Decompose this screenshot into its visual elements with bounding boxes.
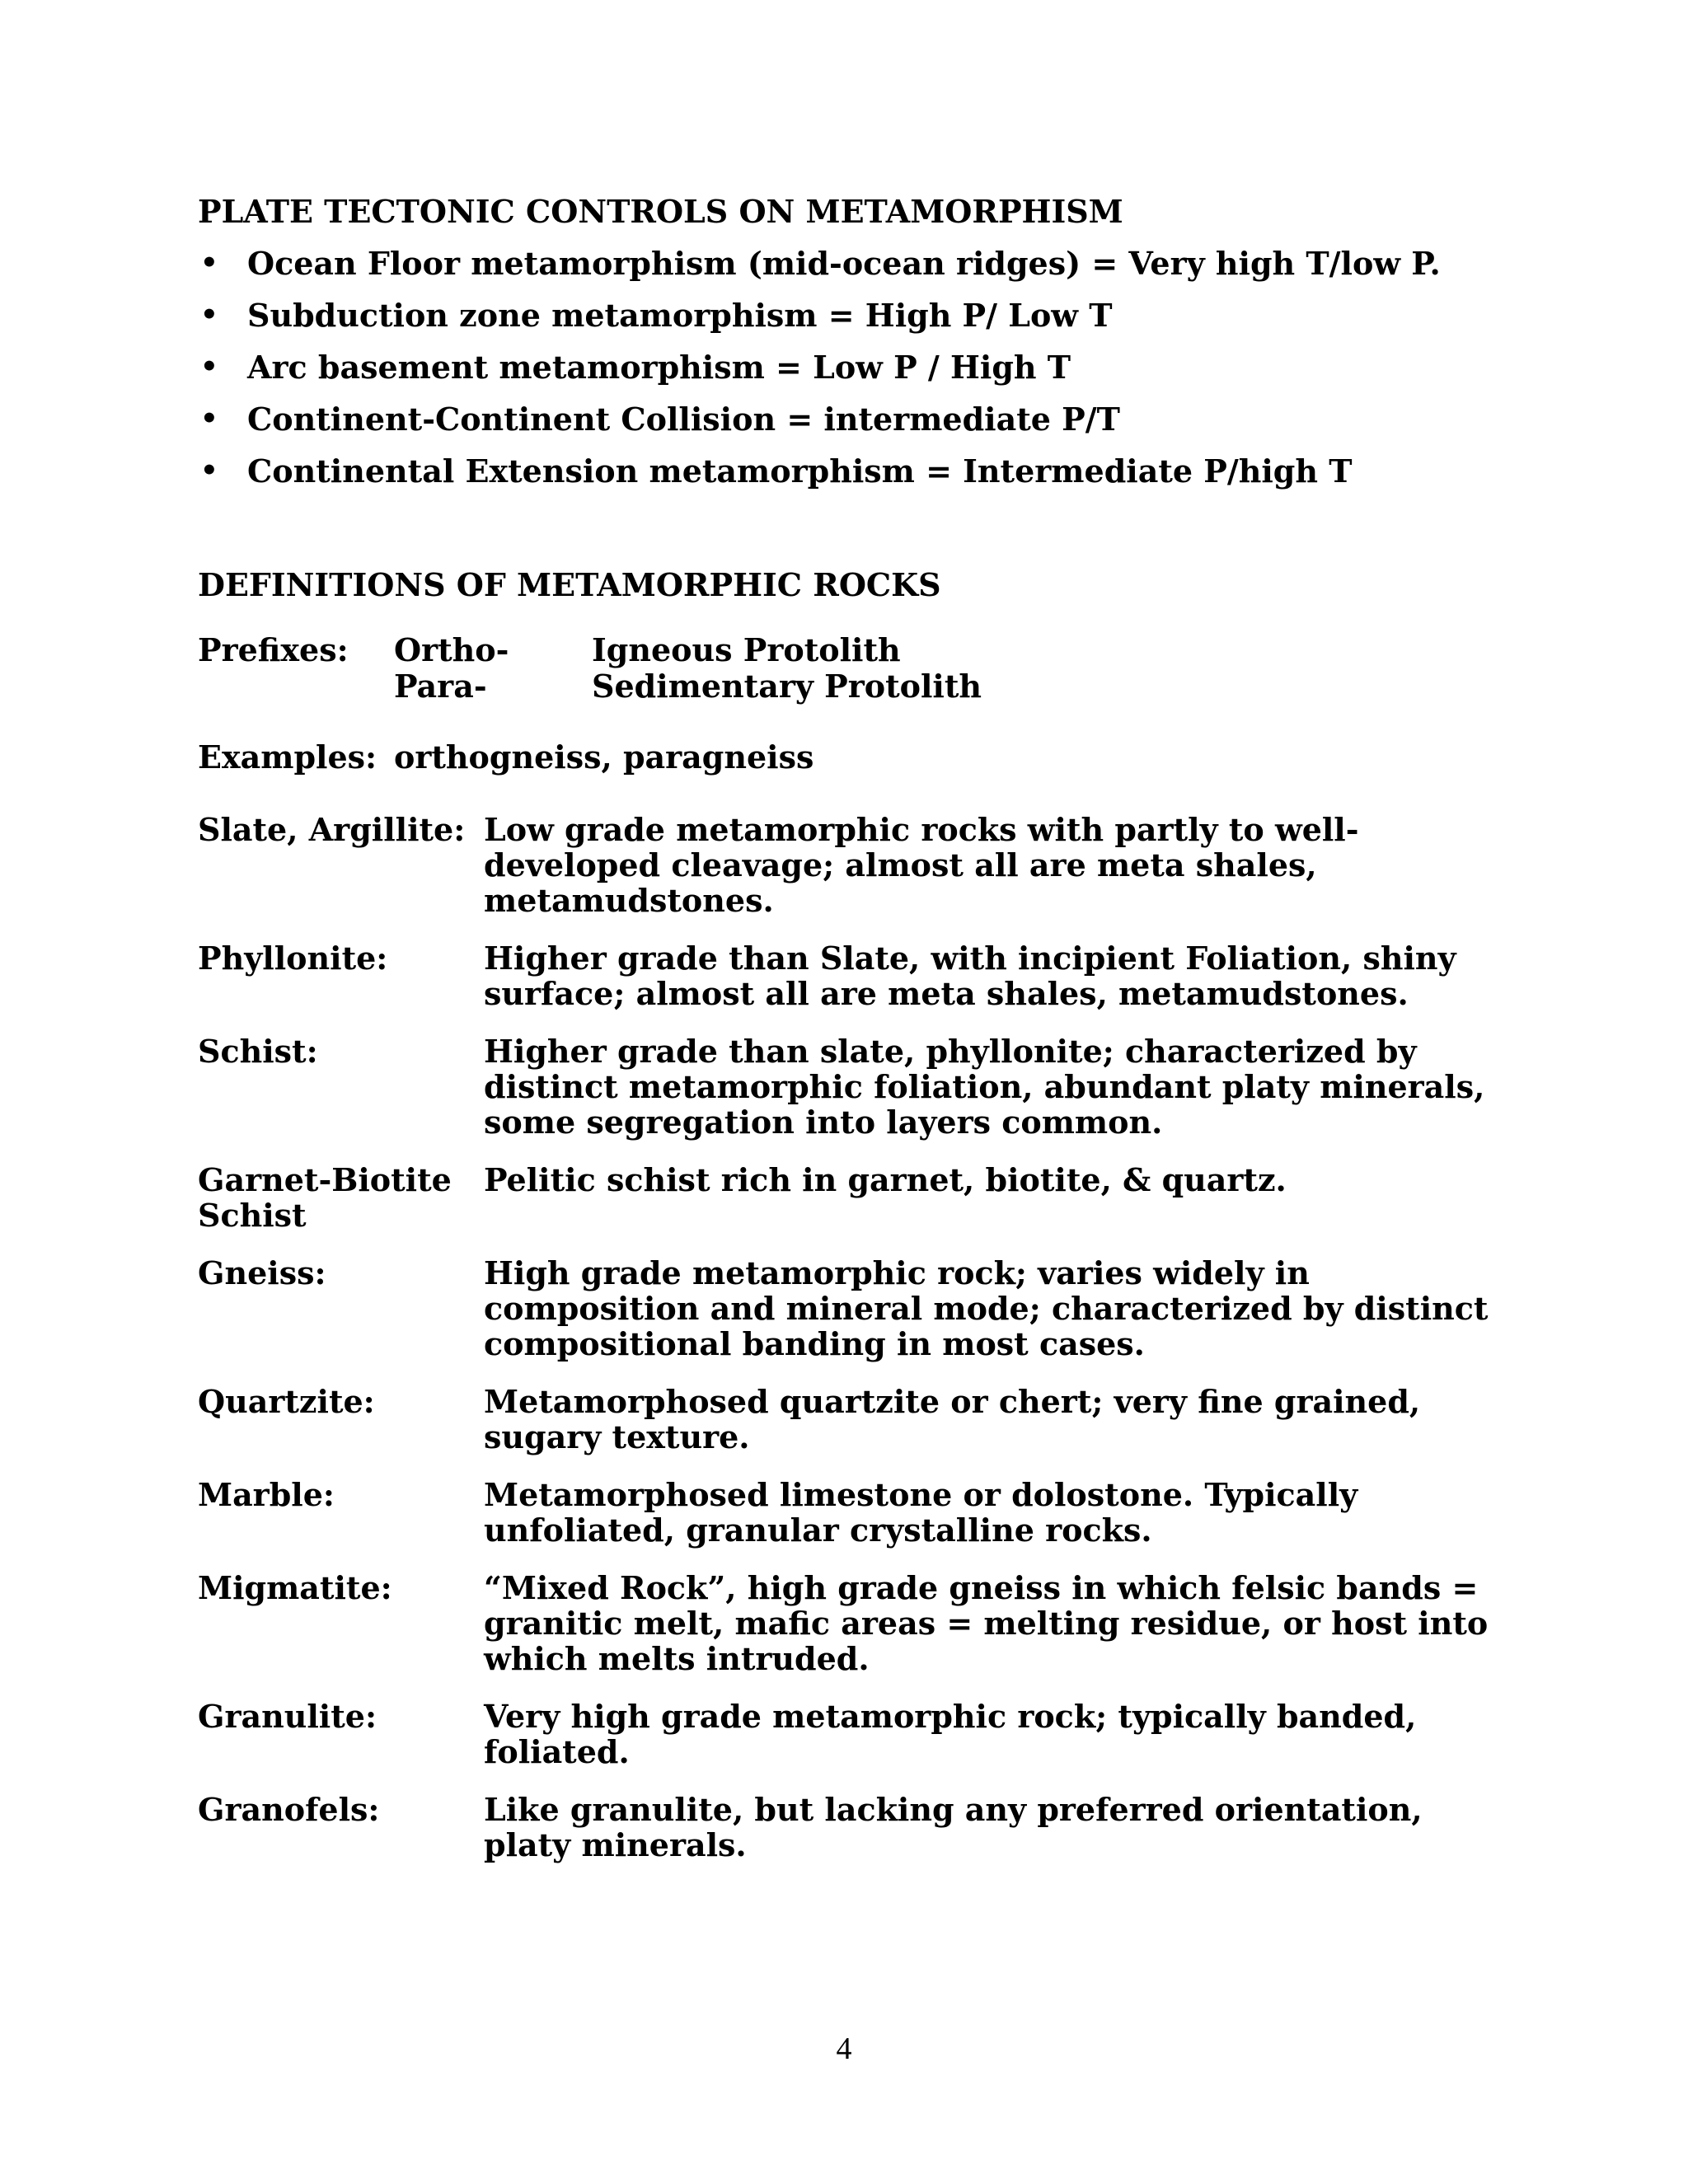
definition-row [198,1792,1484,1863]
prefixes-label: Prefixes: [198,631,349,668]
definition-row [198,1699,1484,1769]
section-title-definitions: DEFINITIONS OF METAMORPHIC ROCKS [198,566,941,603]
definition-row [198,812,1484,918]
definition-row [198,1254,1489,1362]
definition-row [198,1162,1484,1233]
page-number: 4 [836,2032,852,2066]
definition-term: Quartzite: [198,1383,375,1420]
bullet-icon: • [200,402,218,435]
examples-text: orthogneiss, paragneiss [394,738,814,776]
definition-text: Higher grade than slate, phyllonite; characterized by distinct metamorphic foliation, abundant platy minerals, some segregation into layers common. [484,1033,1485,1141]
bullet-text: Continental Extension metamorphism = Intermediate P/high T [247,452,1353,490]
prefix-row [198,668,1484,705]
prefix-meaning: Igneous Protolith [592,631,901,668]
prefix-code: Para- [394,668,487,705]
bullet-icon: • [200,246,218,279]
definition-term: Slate, Argillite: [198,811,466,848]
bullet-item [198,289,1484,341]
examples-label: Examples: [198,738,377,776]
bullet-text: Subduction zone metamorphism = High P/ Low T [247,297,1113,334]
definition-text: High grade metamorphic rock; varies widely in composition and mineral mode; characterized by distinct compositional banding in most cases. [484,1254,1489,1362]
bullet-text: Continent-Continent Collision = intermediate P/T [247,401,1120,438]
definition-text: Very high grade metamorphic rock; typically banded, foliated. [484,1698,1417,1770]
section-title-plate-tectonic: PLATE TECTONIC CONTROLS ON METAMORPHISM [198,193,1123,230]
definition-text: Metamorphosed limestone or dolostone. Typically unfoliated, granular crystalline rocks. [484,1476,1358,1549]
definitions-section [198,565,1489,1863]
definition-term: Schist: [198,1033,318,1070]
definition-text: Metamorphosed quartzite or chert; very fine grained, sugary texture. [484,1383,1421,1455]
definition-term: Marble: [198,1476,335,1513]
definition-text: Pelitic schist rich in garnet, biotite, & quartz. [484,1161,1287,1198]
bullet-icon: • [200,454,218,487]
plate-tectonic-bullet-list [198,237,1484,497]
bullet-item [198,341,1484,393]
page-content [198,191,1489,1885]
bullet-item [198,393,1484,445]
definition-text: Low grade metamorphic rocks with partly to well-developed cleavage; almost all are meta shales, metamudstones. [484,811,1359,919]
definition-term: Granofels: [198,1791,380,1828]
definition-row [198,1477,1484,1548]
definitions-list [198,811,1489,1863]
definition-term: Gneiss: [198,1254,326,1291]
definition-row [198,1033,1484,1140]
prefix-row [198,632,1484,668]
bullet-icon: • [200,298,218,331]
prefixes-label-spacer [198,668,394,705]
bullet-text: Arc basement metamorphism = Low P / High T [247,349,1071,386]
definition-row [198,1569,1489,1677]
definition-row [198,940,1484,1011]
bullet-icon: • [200,350,218,383]
prefix-meaning: Sedimentary Protolith [592,668,982,705]
definition-text: “Mixed Rock”, high grade gneiss in which felsic bands = granitic melt, mafic areas = melting residue, or host into which melts intruded. [484,1569,1489,1677]
definition-term: Garnet-Biotite Schist [198,1161,452,1234]
definition-text: Higher grade than Slate, with incipient Foliation, shiny surface; almost all are meta shales, metamudstones. [484,940,1456,1012]
definition-text: Like granulite, but lacking any preferred orientation, platy minerals. [484,1791,1423,1863]
definition-row [198,1384,1484,1455]
examples-row [198,739,1484,776]
definition-term: Granulite: [198,1698,377,1735]
prefix-code: Ortho- [394,631,509,668]
bullet-text: Ocean Floor metamorphism (mid-ocean ridges) = Very high T/low P. [247,245,1441,282]
bullet-item [198,237,1484,289]
prefixes-table [198,632,1484,705]
bullet-item [198,445,1484,497]
definition-term: Migmatite: [198,1569,392,1606]
definition-term: Phyllonite: [198,940,388,977]
